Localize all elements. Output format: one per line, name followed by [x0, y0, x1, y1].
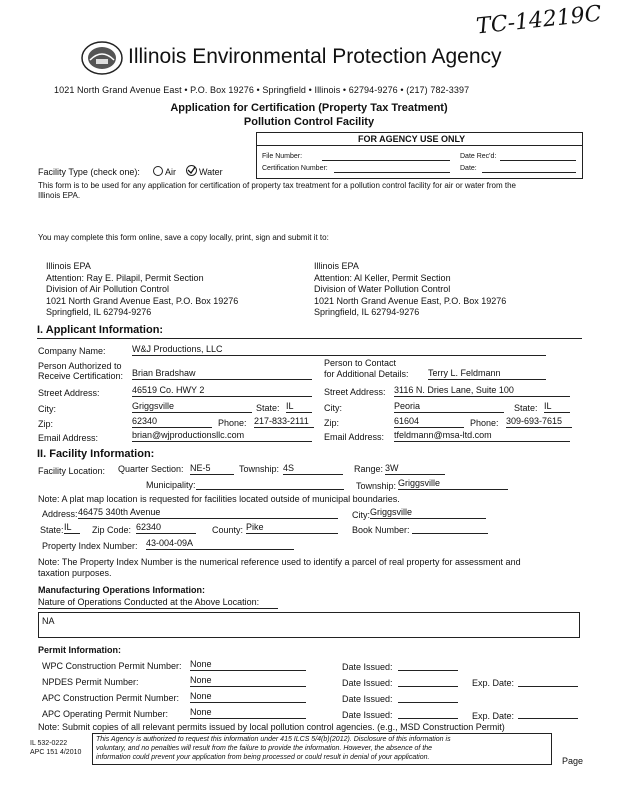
- water-label: Water: [199, 167, 223, 177]
- date-field[interactable]: [482, 164, 576, 173]
- company-name-label: Company Name:: [38, 346, 106, 356]
- operations-label: Nature of Operations Conducted at the Above Location:: [38, 597, 260, 607]
- permit-row-number[interactable]: None: [190, 659, 306, 671]
- permit-row-date[interactable]: [398, 659, 458, 671]
- agency-address: 1021 North Grand Avenue East • P.O. Box 19276 • Springfield • Illinois • 62794-9276 • (217) 782-3397: [54, 85, 470, 95]
- permit-row-label: NPDES Permit Number:: [42, 677, 139, 687]
- contact-street-field[interactable]: 3116 N. Dries Lane, Suite 100: [394, 385, 570, 397]
- permit-row-number[interactable]: None: [190, 691, 306, 703]
- county-field[interactable]: Pike: [246, 522, 338, 534]
- contact-state-label: State:: [514, 403, 538, 413]
- township-label: Township:: [239, 464, 280, 474]
- county-label: County:: [212, 525, 244, 535]
- facility-zip-label: Zip Code:: [92, 525, 132, 535]
- handwritten-reference-number: TC-14219C: [475, 1, 603, 40]
- file-number-field[interactable]: [322, 152, 450, 161]
- property-index-field[interactable]: 43-004-09A: [146, 538, 294, 550]
- form-title: Application for Certification (Property Tax Treatment): [170, 102, 448, 114]
- property-index-note-2: taxation purposes.: [38, 568, 112, 578]
- zip-field[interactable]: 62340: [132, 416, 212, 428]
- form-id-2: APC 151 4/2010: [30, 749, 82, 756]
- intro-line-3: You may complete this form online, save a copy locally, print, sign and submit it to:: [38, 233, 329, 242]
- company-name-field[interactable]: W&J Productions, LLC: [132, 344, 546, 356]
- air-mailing-address: Illinois EPA Attention: Ray E. Pilapil, Permit Section Division of Air Pollution Control 1021 North Grand Avenue East, P.O. Box 19276 Springfield, IL 62794-9276: [46, 261, 239, 317]
- municipal-township-label: Township:: [356, 481, 397, 491]
- water-mailing-address: Illinois EPA Attention: Al Keller, Permit Section Division of Water Pollution Control 1021 North Grand Avenue East, P.O. Box 19276 Springfield, IL 62794-9276: [314, 261, 507, 317]
- facility-state-field[interactable]: IL: [64, 522, 80, 534]
- quarter-section-label: Quarter Section:: [118, 464, 184, 474]
- quarter-section-field[interactable]: NE-5: [190, 463, 234, 475]
- contact-person-field[interactable]: Terry L. Feldmann: [428, 368, 546, 380]
- air-radio[interactable]: [153, 166, 163, 176]
- contact-zip-field[interactable]: 61604: [394, 416, 464, 428]
- permit-row-date[interactable]: [398, 691, 458, 703]
- permit-row-exp-label: Exp. Date:: [472, 678, 515, 688]
- facility-address-field[interactable]: 46475 340th Avenue: [78, 507, 338, 519]
- permit-row-number[interactable]: None: [190, 707, 306, 719]
- permit-row-date[interactable]: [398, 675, 458, 687]
- permit-row-date[interactable]: [398, 707, 458, 719]
- municipality-field[interactable]: [196, 478, 344, 490]
- email-label: Email Address:: [38, 433, 99, 443]
- permit-row-exp[interactable]: [518, 707, 578, 719]
- permit-row-label: WPC Construction Permit Number:: [42, 661, 182, 671]
- property-index-note-1: Note: The Property Index Number is the numerical reference used to identify a parcel of real property for assessment and: [38, 557, 521, 567]
- authorized-person-label-2: Receive Certification:: [38, 371, 124, 381]
- book-number-field[interactable]: [412, 522, 488, 534]
- permit-row-date-label: Date Issued:: [342, 710, 393, 720]
- certification-number-label: Certification Number:: [262, 165, 328, 172]
- contact-city-field[interactable]: Peoria: [394, 401, 504, 413]
- agency-name: Illinois Environmental Protection Agency: [128, 45, 502, 68]
- contact-email-field[interactable]: tfeldmann@msa-ltd.com: [394, 430, 570, 442]
- contact-city-label: City:: [324, 403, 342, 413]
- page-label: Page: [562, 756, 584, 766]
- permit-row-label: APC Operating Permit Number:: [42, 709, 169, 719]
- permit-row-exp-label: Exp. Date:: [472, 711, 515, 721]
- city-label: City:: [38, 404, 56, 414]
- zip-label: Zip:: [38, 419, 54, 429]
- illinois-seal-logo: [80, 40, 124, 76]
- date-received-label: Date Rec'd:: [460, 153, 497, 160]
- facility-type-label: Facility Type (check one):: [38, 167, 140, 177]
- property-index-label: Property Index Number:: [42, 541, 138, 551]
- phone-field[interactable]: 217-833-2111: [254, 416, 314, 428]
- state-field[interactable]: IL: [286, 401, 312, 413]
- contact-phone-label: Phone:: [470, 418, 499, 428]
- air-label: Air: [165, 167, 176, 177]
- intro-line-2: Illinois EPA.: [38, 191, 81, 200]
- township-field[interactable]: 4S: [283, 463, 343, 475]
- contact-person-label-2: for Additional Details:: [324, 369, 409, 379]
- disclaimer-text: This Agency is authorized to request this information under 415 ILCS 5/4(b)(2012). Disclosure of this information is voluntary, and no penalties will result from the failure to provide the information. However, the absence of the information could prevent your application from being processed or could result in denial of your application.: [96, 736, 451, 761]
- phone-label: Phone:: [218, 418, 247, 428]
- agency-use-heading: FOR AGENCY USE ONLY: [358, 134, 466, 144]
- contact-state-field[interactable]: IL: [544, 401, 570, 413]
- range-field[interactable]: 3W: [385, 463, 445, 475]
- contact-person-label-1: Person to Contact: [324, 358, 397, 368]
- authorized-person-field[interactable]: Brian Bradshaw: [132, 368, 312, 380]
- facility-city-field[interactable]: Griggsville: [370, 507, 486, 519]
- facility-section-heading: II. Facility Information:: [37, 448, 155, 460]
- certification-number-field[interactable]: [334, 164, 450, 173]
- range-label: Range:: [354, 464, 384, 474]
- book-number-label: Book Number:: [352, 525, 410, 535]
- state-label: State:: [256, 403, 280, 413]
- street-field[interactable]: 46519 Co. HWY 2: [132, 385, 312, 397]
- date-received-field[interactable]: [500, 152, 576, 161]
- facility-address-label: Address:: [42, 509, 78, 519]
- date-label: Date:: [460, 165, 477, 172]
- applicant-section-heading: I. Applicant Information:: [37, 324, 164, 336]
- facility-city-label: City:: [352, 510, 370, 520]
- permit-row-date-label: Date Issued:: [342, 662, 393, 672]
- form-id-1: IL 532-0222: [30, 740, 68, 747]
- email-field[interactable]: brian@wjproductionsllc.com: [132, 430, 312, 442]
- contact-street-label: Street Address:: [324, 387, 386, 397]
- water-radio-checked[interactable]: [186, 165, 197, 176]
- facility-location-label: Facility Location:: [38, 466, 106, 476]
- intro-line-1: This form is to be used for any application for certification of property tax treatment for a pollution control facility for air or water from the: [38, 181, 516, 190]
- plat-map-note: Note: A plat map location is requested for facilities located outside of municipal boundaries.: [38, 494, 400, 504]
- street-label: Street Address:: [38, 388, 100, 398]
- permit-heading: Permit Information:: [38, 645, 122, 655]
- permit-row-exp[interactable]: [518, 675, 578, 687]
- contact-email-label: Email Address:: [324, 432, 385, 442]
- operations-heading: Manufacturing Operations Information:: [38, 585, 206, 595]
- permit-row-date-label: Date Issued:: [342, 694, 393, 704]
- permit-row-date-label: Date Issued:: [342, 678, 393, 688]
- authorized-person-label-1: Person Authorized to: [38, 361, 122, 371]
- permit-row-number[interactable]: None: [190, 675, 306, 687]
- form-subtitle: Pollution Control Facility: [243, 116, 375, 128]
- municipality-label: Municipality:: [146, 480, 196, 490]
- permit-row-label: APC Construction Permit Number:: [42, 693, 180, 703]
- facility-state-label: State:: [40, 525, 64, 535]
- municipal-township-field[interactable]: Griggsville: [398, 478, 508, 490]
- file-number-label: File Number:: [262, 153, 303, 160]
- permit-note: Note: Submit copies of all relevant permits issued by local pollution control agencies. (e.g., MSD Construction Permit): [38, 722, 505, 732]
- city-field[interactable]: Griggsville: [132, 401, 252, 413]
- operations-field[interactable]: NA: [38, 612, 580, 638]
- contact-phone-field[interactable]: 309-693-7615: [506, 416, 572, 428]
- contact-zip-label: Zip:: [324, 418, 340, 428]
- facility-zip-field[interactable]: 62340: [136, 522, 196, 534]
